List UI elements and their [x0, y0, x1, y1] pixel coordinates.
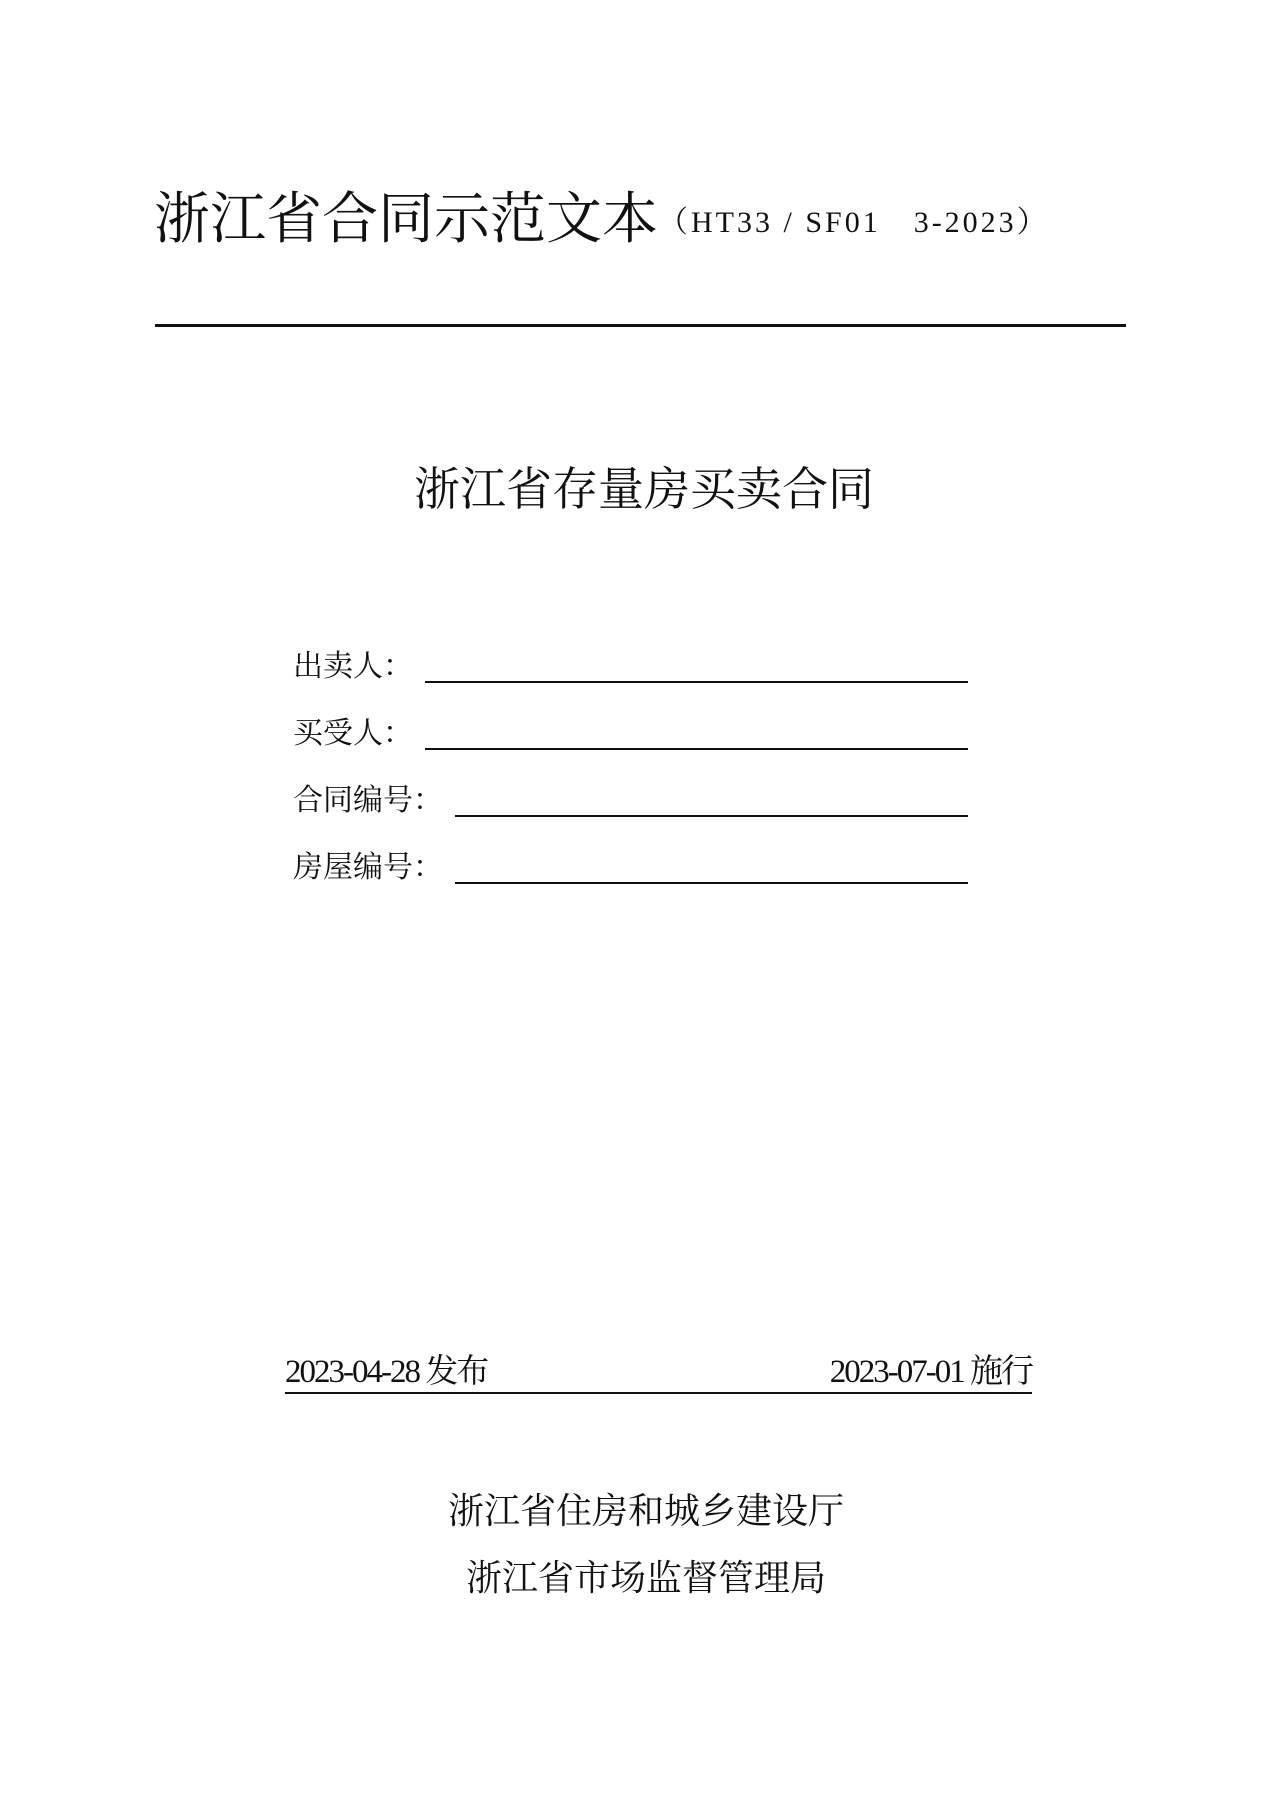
house-number-field[interactable]: [293, 846, 968, 886]
publish-date: 2023-04-28 发布: [285, 1354, 488, 1390]
dates-line: [285, 1352, 1032, 1394]
issuer-market-regulation: 浙江省市场监督管理局: [465, 1558, 826, 1599]
issuer-housing-department: 浙江省住房和城乡建设厅: [447, 1491, 844, 1532]
blank-line[interactable]: [425, 747, 968, 750]
contract-number-field[interactable]: [293, 779, 968, 819]
field-label: 出卖人：: [293, 649, 413, 684]
blank-line[interactable]: [455, 814, 968, 817]
header-rule: [155, 324, 1126, 327]
effective-date: 2023-07-01 施行: [829, 1354, 1032, 1390]
field-label: 房屋编号：: [293, 850, 443, 885]
blank-line[interactable]: [425, 680, 968, 683]
buyer-field[interactable]: [293, 712, 968, 752]
document-title: 浙江省存量房买卖合同: [414, 462, 874, 516]
series-title: 浙江省合同示范文本: [154, 187, 658, 252]
field-label: 买受人：: [293, 716, 413, 751]
standard-code: （HT33 / SF01 3-2023）: [658, 206, 1050, 239]
blank-line[interactable]: [455, 881, 968, 884]
header-title: [154, 187, 1050, 253]
seller-field[interactable]: [293, 645, 968, 685]
field-label: 合同编号：: [293, 783, 443, 818]
